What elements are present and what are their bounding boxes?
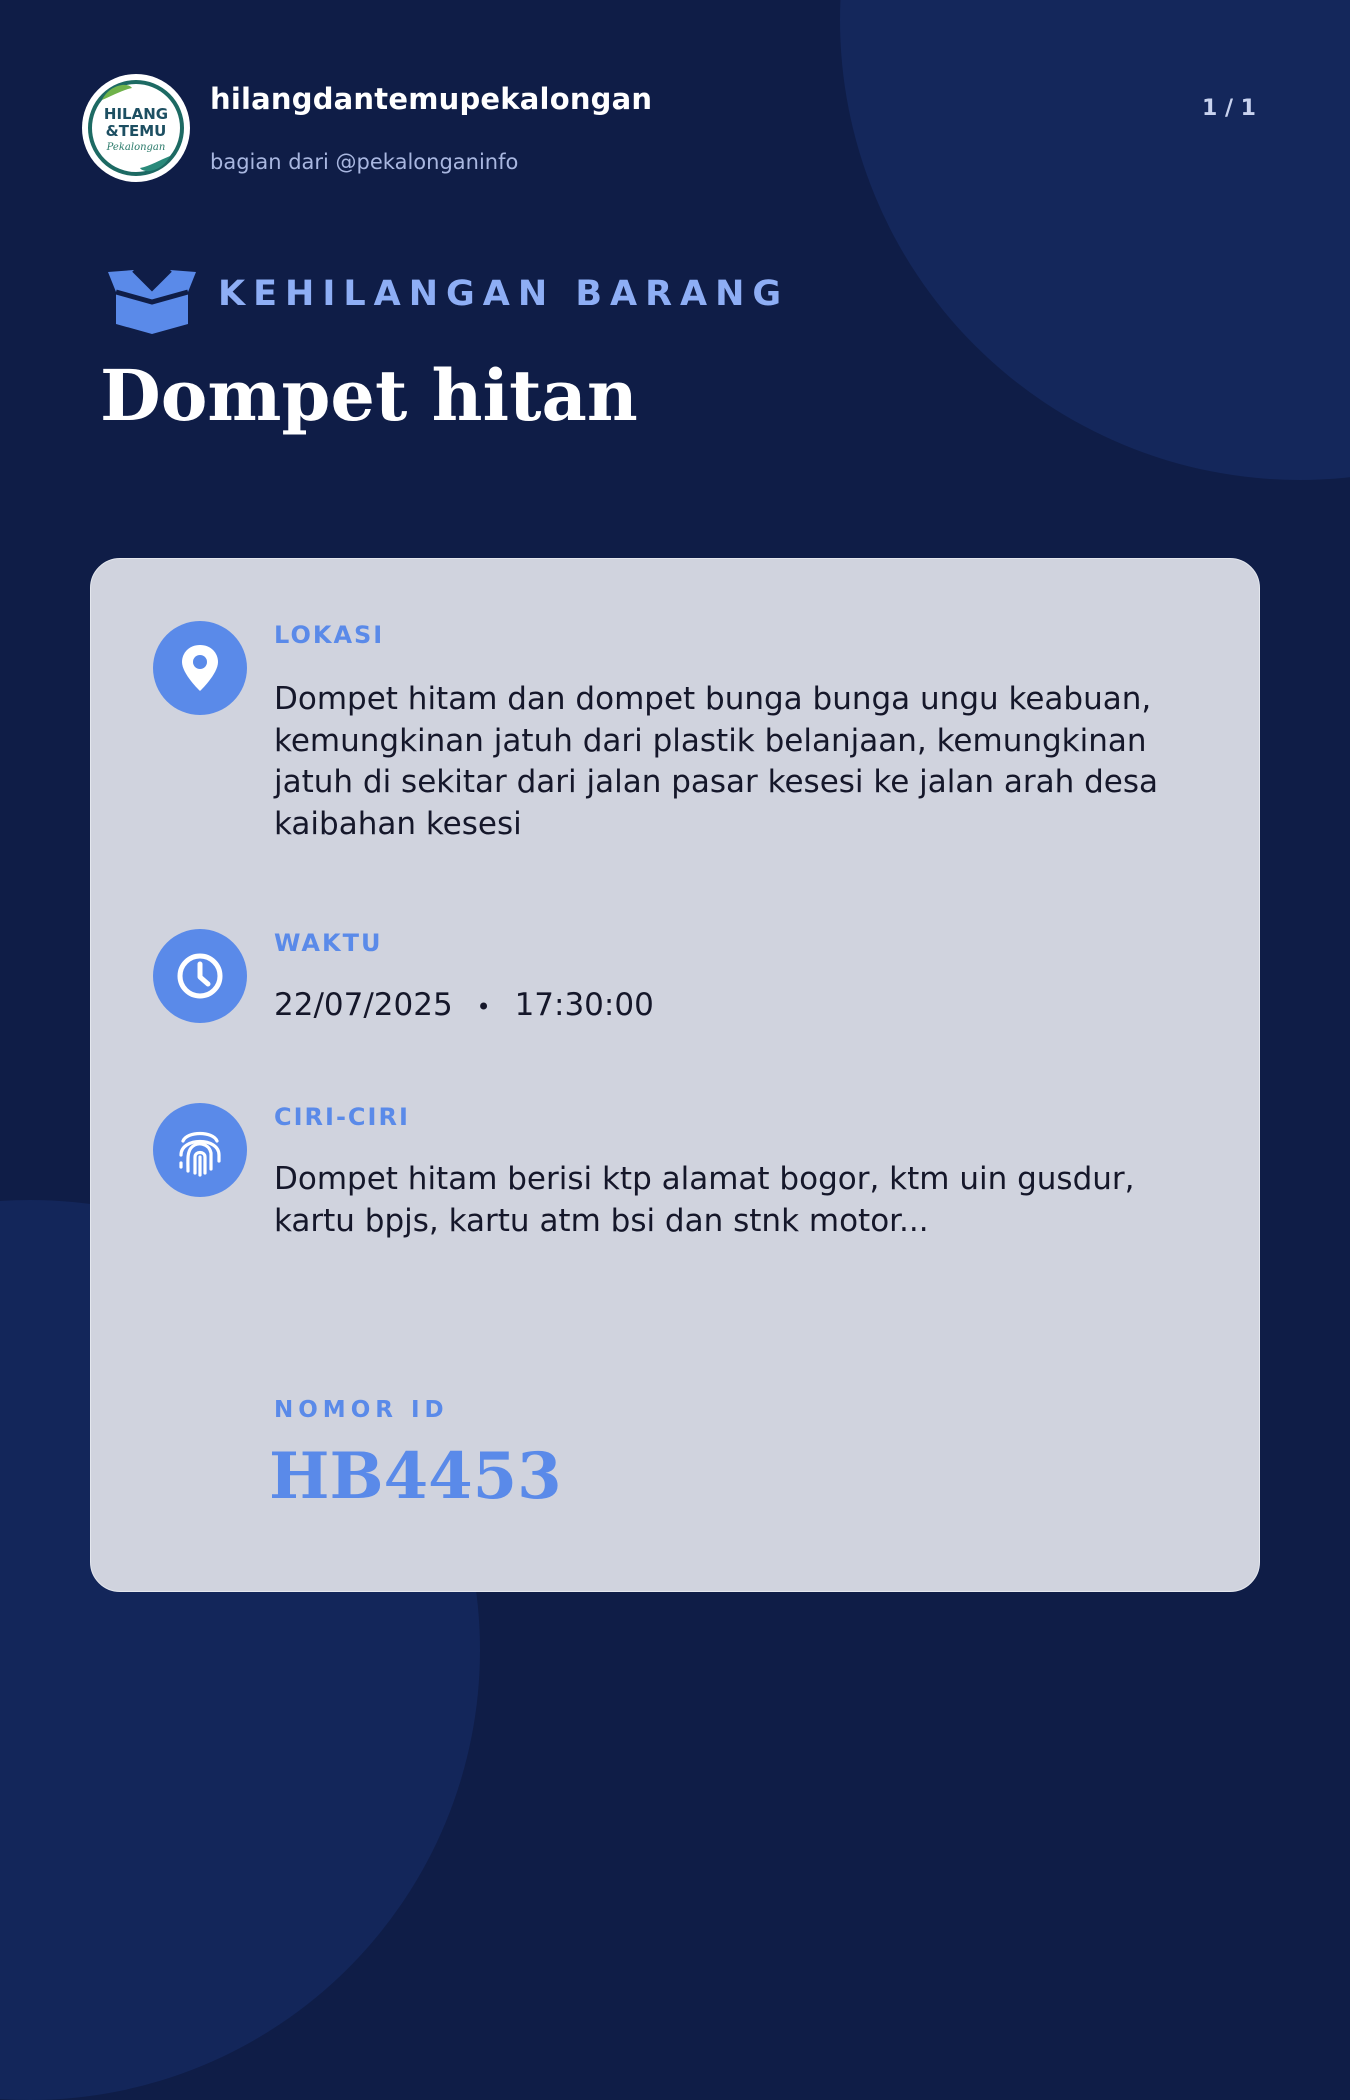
page-counter: 1 / 1 [1202,96,1256,121]
id-number-value: HB4453 [269,1439,562,1514]
logo-text-line-2: &TEMU [105,122,167,140]
time-separator: • [476,993,491,1021]
avatar[interactable] [82,74,190,182]
clock-value: 17:30:00 [514,987,654,1023]
id-number-label: NOMOR ID [274,1397,449,1423]
location-icon-badge [153,621,247,715]
features-icon-badge [153,1103,247,1197]
features-value: Dompet hitam berisi ktp alamat bogor, ktm uin gusdur, kartu bpjs, kartu atm bsi dan stnk motor... [274,1161,1135,1239]
open-box-icon [104,266,200,336]
post-header [82,74,1272,184]
hilang-temu-logo-icon [82,74,190,182]
fingerprint-icon [153,1103,247,1197]
location-label: LOKASI [274,621,385,649]
time-value [274,985,1174,1029]
account-subtitle: bagian dari @pekalonganinfo [210,150,519,174]
clock-icon [153,929,247,1023]
background-circle-top-right [840,0,1350,480]
time-label: WAKTU [274,929,383,957]
category-label: KEHILANGAN BARANG [218,274,790,314]
logo-text-line-1: HILANG [103,105,169,123]
logo-text-line-3: Pekalongan [106,142,166,153]
time-icon-badge [153,929,247,1023]
map-pin-icon [153,621,247,715]
details-card [90,558,1260,1592]
features-label: CIRI-CIRI [274,1103,410,1131]
location-value: Dompet hitam dan dompet bunga bunga ungu keabuan, kemungkinan jatuh dari plastik belanjaan, kemungkinan jatuh di sekitar dari jalan pasar kesesi ke jalan arah desa kaibahan kesesi [274,681,1159,842]
page-title: Dompet hitan [100,354,638,437]
account-name[interactable]: hilangdantemupekalongan [210,82,653,116]
date-value: 22/07/2025 [274,987,453,1023]
